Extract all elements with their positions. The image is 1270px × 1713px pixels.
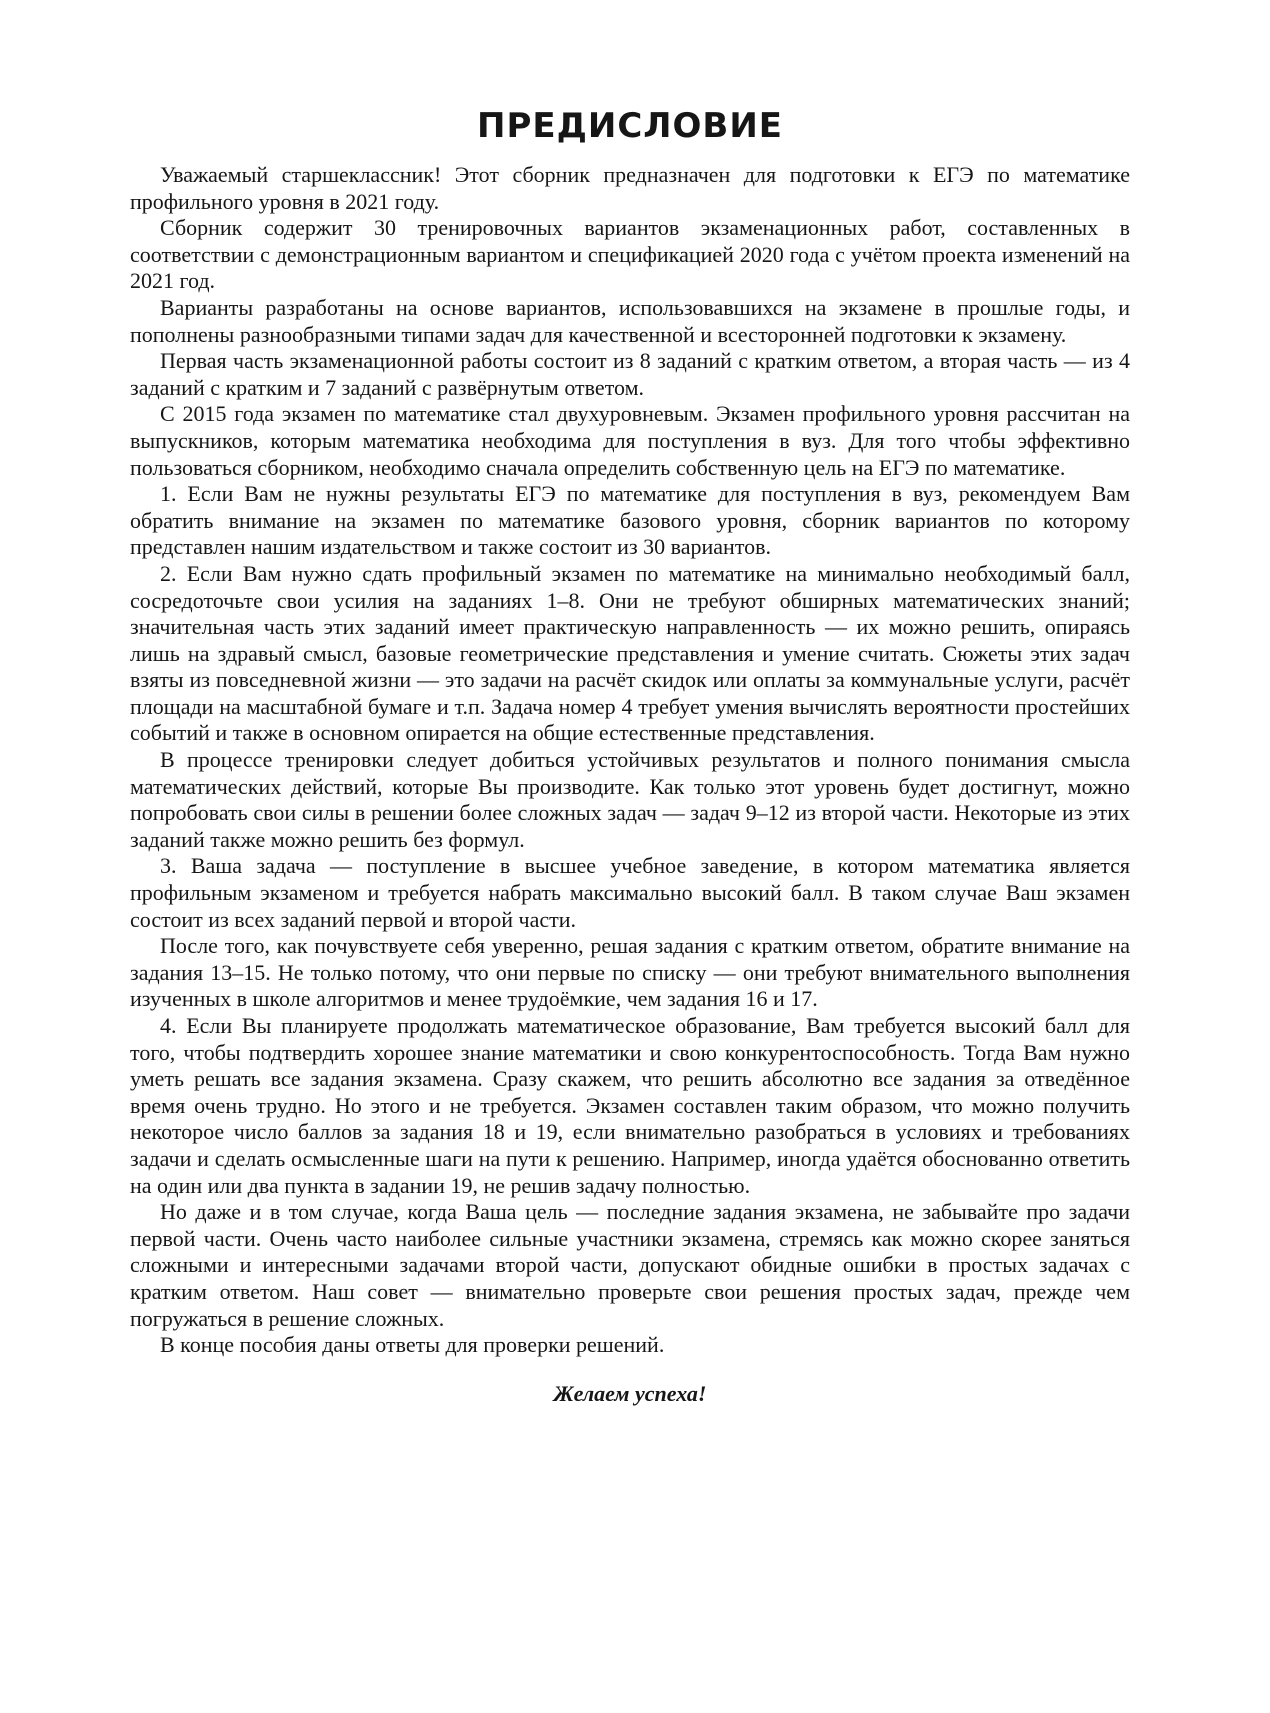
paragraph-10: После того, как почувствуете себя уверенно, решая задания с кратким ответом, обратите внимание на задания 13–15. Не только потому, что они первые по списку — они требуют внимательного выполнения изученных в школе алгоритмов и менее трудоёмкие, чем задания 16 и 17. bbox=[130, 933, 1130, 1012]
paragraph-2: Сборник содержит 30 тренировочных вариантов экзаменационных работ, составленных в соответствии с демонстрационным вариантом и спецификацией 2020 года с учётом проекта изменений на 2021 год. bbox=[130, 215, 1130, 294]
paragraph-8: В процессе тренировки следует добиться устойчивых результатов и полного понимания смысла математических действий, которые Вы производите. Как только этот уровень будет достигнут, можно попробовать свои силы в решении более сложных задач — задач 9–12 из второй части. Некоторые из этих заданий также можно решить без формул. bbox=[130, 747, 1130, 852]
paragraph-3: Варианты разработаны на основе вариантов, использовавшихся на экзамене в прошлые годы, и пополнены разнообразными типами задач для качественной и всесторонней подготовки к экзамену. bbox=[130, 294, 1130, 347]
paragraph-12: Но даже и в том случае, когда Ваша цель — последние задания экзамена, не забывайте про задачи первой части. Очень часто наиболее сильные участники экзамена, стремясь как можно скорее заняться сложными и интересными задачами второй части, допускают обидные ошибки в простых задачах с кратким ответом. Наш совет — внимательно проверьте свои решения простых задач, прежде чем погружаться в решение сложных. bbox=[130, 1199, 1130, 1331]
paragraph-1: Уважаемый старшеклассник! Этот сборник предназначен для подготовки к ЕГЭ по математике профильного уровня в 2021 году. bbox=[130, 162, 1130, 214]
closing-wish: Желаем успеха! bbox=[553, 1380, 707, 1406]
paragraph-7: 2. Если Вам нужно сдать профильный экзамен по математике на минимально необходимый балл, сосредоточьте свои усилия на заданиях 1–8. Они не требуют обширных математических знаний; значительная часть этих заданий имеет практическую направленность — их можно решить, опираясь лишь на здравый смысл, базовые геометрические представления и умение считать. Сюжеты этих задач взяты из повседневной жизни — это задачи на расчёт скидок или оплаты за коммунальные услуги, расчёт площади на масштабной бумаге и т.п. Задача номер 4 требует умения вычислять вероятности простейших событий и также в основном опирается на общие естественные представления. bbox=[130, 560, 1130, 746]
preface-page bbox=[130, 100, 1130, 1429]
paragraph-4: Первая часть экзаменационной работы состоит из 8 заданий с кратким ответом, а вторая часть — из 4 заданий с кратким и 7 заданий с развёрнутым ответом. bbox=[130, 348, 1130, 400]
paragraph-5: С 2015 года экзамен по математике стал двухуровневым. Экзамен профильного уровня рассчитан на выпускников, которым математика необходима для поступления в вуз. Для того чтобы эффективно пользоваться сборником, необходимо сначала определить собственную цель на ЕГЭ по математике. bbox=[130, 401, 1130, 480]
paragraph-9: 3. Ваша задача — поступление в высшее учебное заведение, в котором математика является профильным экзаменом и требуется набрать максимально высокий балл. В таком случае Ваш экзамен состоит из всех заданий первой и второй части. bbox=[130, 853, 1130, 932]
paragraph-11: 4. Если Вы планируете продолжать математическое образование, Вам требуется высокий балл для того, чтобы подтвердить хорошее знание математики и свою конкурентоспособность. Тогда Вам нужно уметь решать все задания экзамена. Сразу скажем, что решить абсолютно все задания за отведённое время очень трудно. Но этого и не требуется. Экзамен составлен таким образом, что можно получить некоторое число баллов за задания 18 и 19, если внимательно разобраться в условиях и требованиях задачи и сделать осмысленные шаги на пути к решению. Например, иногда удаётся обоснованно ответить на один или два пункта в задании 19, не решив задачу полностью. bbox=[130, 1013, 1130, 1198]
paragraph-13: В конце пособия даны ответы для проверки решений. bbox=[160, 1332, 665, 1358]
page-title: ПРЕДИСЛОВИЕ bbox=[476, 106, 784, 146]
paragraph-6: 1. Если Вам не нужны результаты ЕГЭ по математике для поступления в вуз, рекомендуем Вам обратить внимание на экзамен по математике базового уровня, сборник вариантов по которому представлен нашим издательством и также состоит из 30 вариантов. bbox=[130, 481, 1130, 560]
